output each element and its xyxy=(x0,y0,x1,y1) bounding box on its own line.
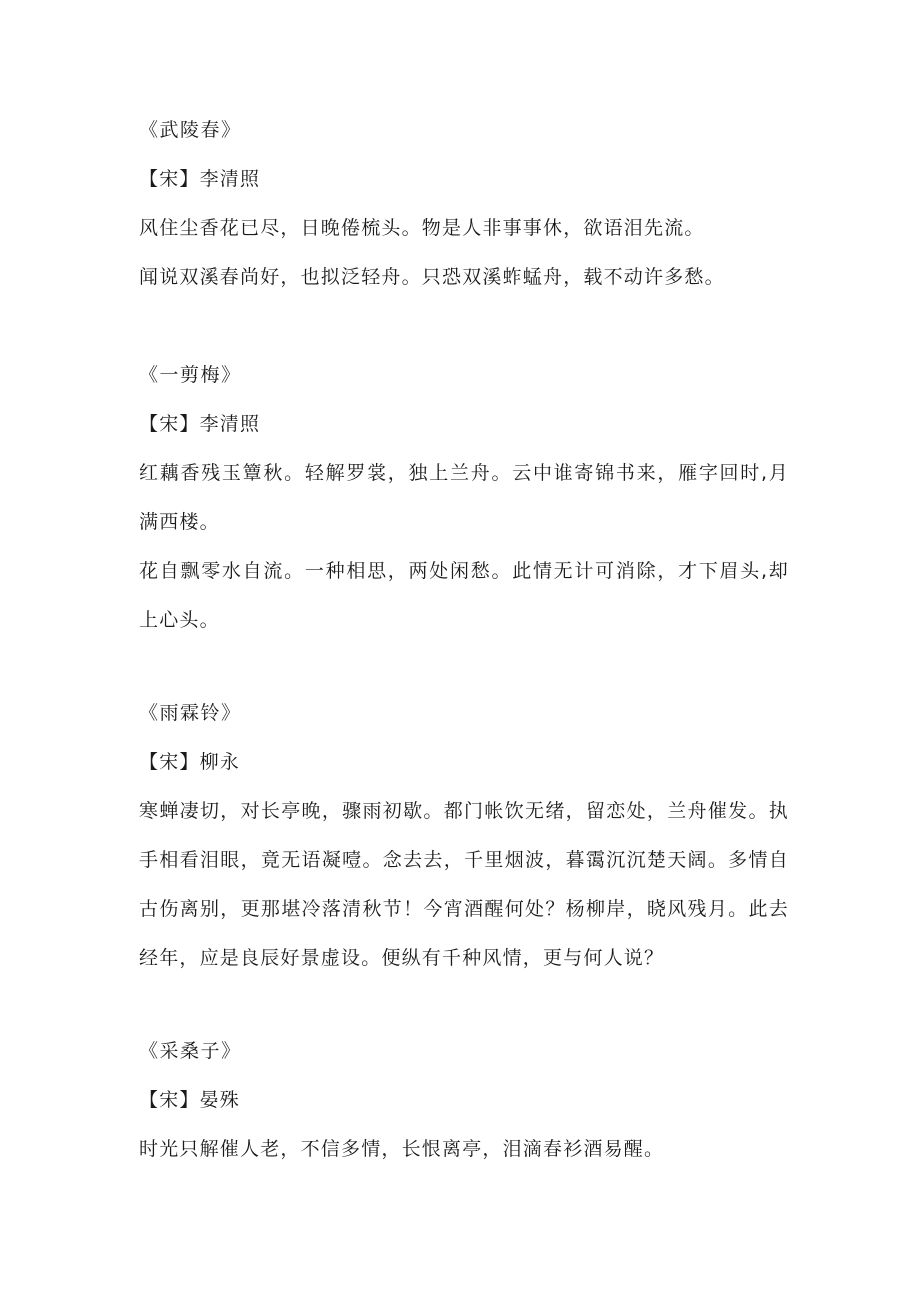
poem-title: 《武陵春》 xyxy=(139,119,242,141)
poem-line: 寒蝉凄切，对长亭晚，骤雨初歇。都门帐饮无绪，留恋处，兰舟催发。执手相看泪眼，竟无语凝噎。念去去，千里烟波，暮霭沉沉楚天阔。多情自古伤离别，更那堪冷落清秋节！今宵酒醒何处？杨柳岸，晓风残月。此去经年，应是良辰好景虚设。便纵有千种风情，更与何人说？ xyxy=(139,800,789,969)
poem-title: 《雨霖铃》 xyxy=(139,702,242,724)
poem-author: 【宋】柳永 xyxy=(139,751,241,773)
poem-author: 【宋】晏殊 xyxy=(139,1089,241,1111)
poem-wulingchun xyxy=(139,106,789,302)
poem-line: 时光只解催人老，不信多情，长恨离亭，泪滴春衫酒易醒。 xyxy=(139,1138,665,1160)
poem-caisangzi xyxy=(139,1027,789,1174)
poem-yulinling xyxy=(139,689,789,983)
poem-title: 《一剪梅》 xyxy=(139,364,242,386)
poem-line: 闻说双溪春尚好，也拟泛轻舟。只恐双溪蚱蜢舟，载不动许多愁。 xyxy=(139,266,725,288)
poem-line: 风住尘香花已尽，日晚倦梳头。物是人非事事休，欲语泪先流。 xyxy=(139,217,705,239)
poem-yijianmei xyxy=(139,351,789,645)
poem-line: 花自飘零水自流。一种相思，两处闲愁。此情无计可消除，才下眉头,却上心头。 xyxy=(139,560,789,631)
poem-author: 【宋】李清照 xyxy=(139,413,261,435)
poem-line: 红藕香残玉簟秋。轻解罗裳，独上兰舟。云中谁寄锦书来，雁字回时,月满西楼。 xyxy=(139,462,789,533)
poem-title: 《采桑子》 xyxy=(139,1040,242,1062)
poem-author: 【宋】李清照 xyxy=(139,168,261,190)
